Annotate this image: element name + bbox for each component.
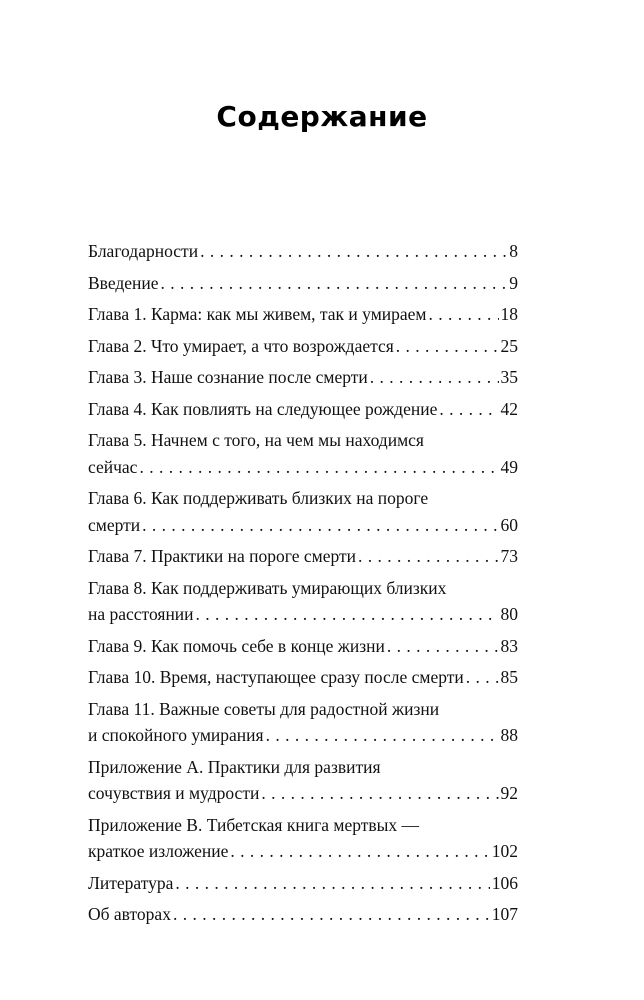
table-of-contents — [88, 238, 518, 933]
toc-entry — [88, 812, 518, 865]
dot-leader — [142, 512, 498, 539]
dot-leader — [261, 780, 498, 807]
toc-page-number: 9 — [509, 272, 518, 293]
page-title: Содержание — [216, 100, 428, 133]
toc-page-number: 88 — [500, 725, 518, 745]
dot-leader — [173, 901, 490, 928]
toc-entry-title: Глава 10. Время, наступающее сразу после смерти — [88, 667, 464, 687]
dot-leader — [266, 722, 499, 749]
toc-page-number: 49 — [500, 456, 518, 477]
toc-entry-title: Глава 1. Карма: как мы живем, так и умираем — [88, 304, 427, 324]
toc-entry-title-continued: сейчас — [88, 456, 138, 477]
toc-page-number: 80 — [500, 604, 518, 624]
toc-entry — [88, 543, 518, 570]
dot-leader — [161, 270, 508, 297]
toc-entry-title: Глава 4. Как повлиять на следующее рождение — [88, 398, 438, 419]
dot-leader — [200, 238, 507, 265]
toc-entry-title: Глава 3. Наше сознание после смерти — [88, 367, 368, 387]
dot-leader — [139, 454, 498, 481]
toc-entry-title: Приложение В. Тибетская книга мертвых — — [88, 814, 420, 835]
toc-page-number: 83 — [500, 635, 518, 656]
toc-entry-title-continued: сочувствия и мудрости — [88, 783, 260, 803]
toc-page-number: 107 — [491, 904, 518, 924]
toc-entry — [88, 238, 518, 265]
toc-page-number: 25 — [500, 335, 518, 356]
toc-entry — [88, 301, 518, 328]
toc-entry-title: Глава 2. Что умирает, а что возрождается — [88, 335, 394, 356]
toc-entry-title: Введение — [88, 272, 159, 293]
toc-entry-title: Приложение А. Практики для развития — [88, 756, 381, 777]
toc-entry — [88, 270, 518, 297]
dot-leader — [466, 664, 499, 691]
toc-entry — [88, 485, 518, 538]
toc-page-number: 18 — [500, 304, 518, 324]
toc-entry — [88, 364, 518, 391]
toc-entry-title: Глава 8. Как поддерживать умирающих близких — [88, 577, 447, 598]
toc-entry — [88, 333, 518, 360]
toc-entry — [88, 870, 518, 897]
dot-leader — [370, 364, 499, 391]
toc-page-number: 42 — [500, 398, 518, 419]
toc-entry-title: Глава 5. Начнем с того, на чем мы находимся — [88, 430, 424, 450]
toc-page-number: 35 — [500, 367, 518, 387]
toc-page-number: 92 — [500, 783, 518, 803]
toc-entry-title-continued: на расстоянии — [88, 604, 194, 624]
toc-entry — [88, 633, 518, 660]
toc-page-number: 60 — [500, 514, 518, 535]
toc-entry-title: Об авторах — [88, 904, 171, 924]
toc-entry-title: Глава 6. Как поддерживать близких на пороге — [88, 488, 429, 508]
toc-entry — [88, 754, 518, 807]
toc-entry-title: Глава 7. Практики на пороге смерти — [88, 546, 357, 566]
dot-leader — [439, 396, 498, 423]
toc-entry — [88, 396, 518, 423]
dot-leader — [429, 301, 499, 328]
toc-entry — [88, 575, 518, 628]
toc-entry-title-continued: и спокойного умирания — [88, 725, 264, 745]
dot-leader — [175, 870, 489, 897]
toc-page-number: 106 — [491, 872, 518, 893]
toc-page-number: 8 — [509, 241, 518, 261]
dot-leader — [396, 333, 499, 360]
toc-entry — [88, 901, 518, 928]
toc-entry-title: Благодарности — [88, 241, 199, 261]
toc-page-number: 102 — [491, 841, 518, 861]
toc-entry-title: Глава 11. Важные советы для радостной жизни — [88, 698, 440, 719]
toc-entry — [88, 427, 518, 480]
toc-entry — [88, 664, 518, 691]
dot-leader — [358, 543, 498, 570]
toc-entry — [88, 696, 518, 749]
dot-leader — [230, 838, 489, 865]
toc-entry-title-continued: смерти — [88, 514, 141, 535]
toc-entry-title-continued: краткое изложение — [88, 841, 229, 861]
dot-leader — [196, 601, 499, 628]
dot-leader — [387, 633, 499, 660]
toc-page-number: 85 — [500, 667, 518, 687]
toc-entry-title: Литература — [88, 872, 174, 893]
toc-page-number: 73 — [500, 546, 518, 566]
toc-entry-title: Глава 9. Как помочь себе в конце жизни — [88, 635, 385, 656]
